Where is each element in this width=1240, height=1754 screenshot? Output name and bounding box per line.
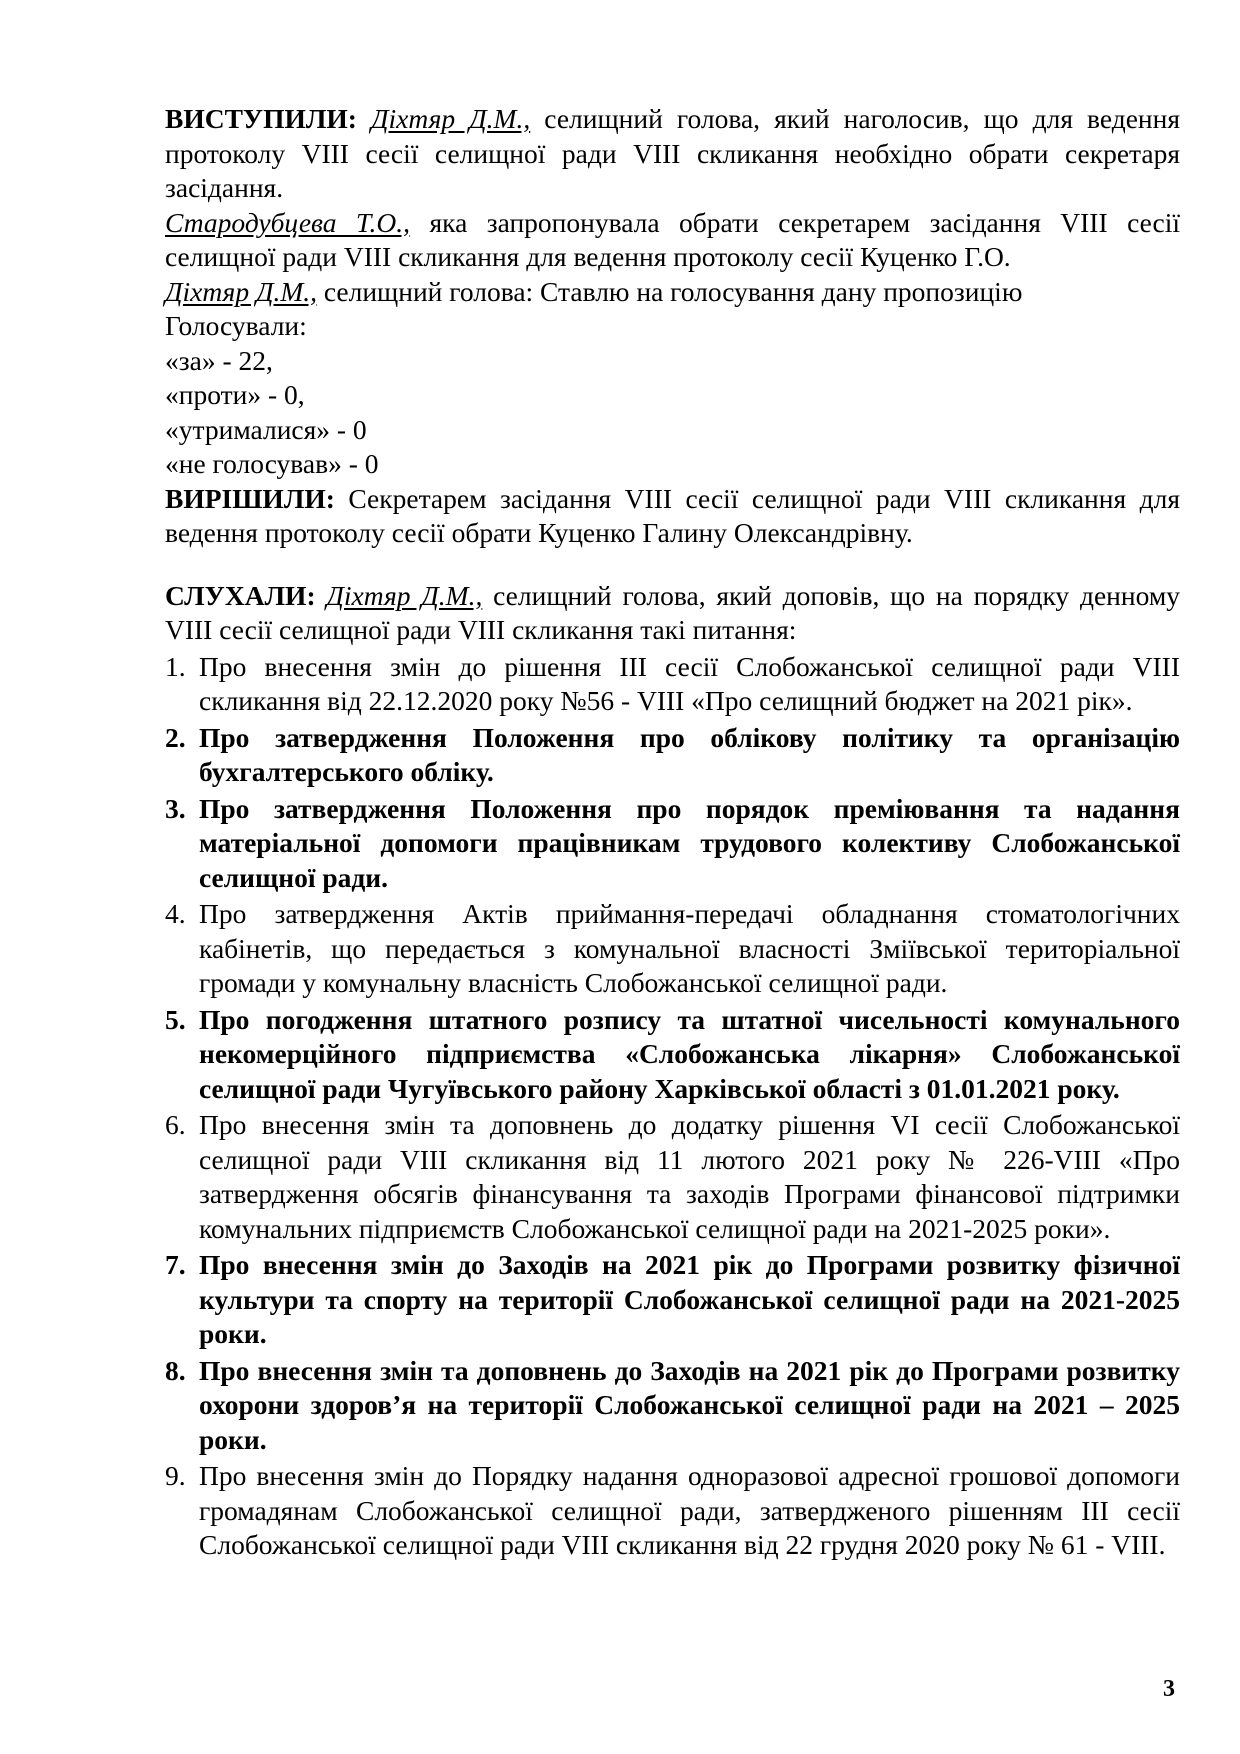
speaker-name: Діхтяр Д.М., bbox=[165, 275, 317, 307]
agenda-item-text: Про внесення змін та доповнень до додатку рішення VІ сесії Слобожанської селищної ради VIII скликання від 11 лютого 2021 року № 226-VIII «Про затвердження обсягів фінансування та заходів Програми фінансової підтримки комунальних підприємств Слобожанської селищної ради на 2021-2025 роки». bbox=[199, 1109, 1180, 1244]
heard-text: селищний голова, який доповів, що на порядку денному VIII сесії селищної ради VIII скликання такі питання: bbox=[165, 579, 1180, 645]
agenda-item-number: 7. bbox=[165, 1249, 186, 1280]
agenda-item-number: 2. bbox=[165, 721, 186, 753]
agenda-item bbox=[165, 1354, 1180, 1458]
agenda-item-text: Про внесення змін та доповнень до Заходів на 2021 рік до Програми розвитку охорони здоров’я на території Слобожанської селищної ради на 2021 – 2025 роки. bbox=[199, 1354, 1180, 1455]
agenda-item bbox=[165, 650, 1180, 719]
votes-abstained: «утрималися» - 0 bbox=[165, 413, 367, 445]
agenda-item-number: 5. bbox=[165, 1003, 186, 1035]
agenda-item-number: 8. bbox=[165, 1354, 186, 1386]
agenda-item bbox=[165, 1108, 1180, 1246]
speech-paragraph-1 bbox=[165, 102, 1180, 206]
votes-header: Голосували: bbox=[165, 310, 307, 341]
decision-paragraph bbox=[165, 482, 1180, 551]
agenda-list bbox=[165, 650, 1180, 1563]
document-page bbox=[165, 102, 1180, 1565]
agenda-item bbox=[165, 1248, 1180, 1352]
speech-paragraph-3 bbox=[165, 275, 1180, 310]
agenda-item-number: 1. bbox=[165, 650, 186, 682]
votes-for: «за» - 22, bbox=[165, 344, 273, 376]
agenda-item-text: Про погодження штатного розпису та штатної чисельності комунального некомерційного підприємства «Слобожанська лікарня» Слобожанської селищної ради Чугуївського району Харківської області з 01.01.2021 року. bbox=[199, 1003, 1180, 1104]
speaker-name: Діхтяр Д.М., bbox=[371, 103, 531, 134]
section-label-heard: СЛУХАЛИ: bbox=[165, 579, 316, 611]
heard-paragraph bbox=[165, 579, 1180, 648]
votes-not-voted: «не голосував» - 0 bbox=[165, 448, 379, 479]
votes-against: «проти» - 0, bbox=[165, 379, 305, 410]
speech-paragraph-2 bbox=[165, 206, 1180, 275]
agenda-item-number: 6. bbox=[165, 1109, 186, 1140]
speech-text: яка запропонувала обрати секретарем засідання VIII сесії селищної ради VIII скликання для ведення протоколу сесії Куценко Г.О. bbox=[165, 206, 1180, 272]
speaker-name: Стародубцева Т.О., bbox=[165, 206, 411, 238]
spacer bbox=[165, 551, 1180, 579]
agenda-item-number: 3. bbox=[165, 792, 186, 824]
agenda-item bbox=[165, 897, 1180, 1001]
page-number: 3 bbox=[1163, 1676, 1175, 1702]
agenda-item bbox=[165, 1003, 1180, 1107]
agenda-item-number: 4. bbox=[165, 898, 186, 929]
agenda-item-number: 9. bbox=[165, 1460, 186, 1491]
decision-text: Секретарем засідання VIII сесії селищної ради VIII скликання для ведення протоколу сесії обрати Куценко Галину Олександрівну. bbox=[165, 482, 1180, 548]
agenda-item bbox=[165, 792, 1180, 896]
speech-text: селищний голова, який наголосив, що для ведення протоколу VIII сесії селищної ради VIII скликання необхідно обрати секретаря засідання. bbox=[165, 103, 1180, 203]
agenda-item-text: Про внесення змін до Заходів на 2021 рік до Програми розвитку фізичної культури та спорту на території Слобожанської селищної ради на 2021-2025 роки. bbox=[199, 1249, 1180, 1349]
agenda-item-text: Про внесення змін до Порядку надання одноразової адресної грошової допомоги громадянам Слобожанської селищної ради, затвердженого рішенням ІІІ сесії Слобожанської селищної ради VIII скликання від 22 грудня 2020 року № 61 - VIII. bbox=[199, 1460, 1180, 1560]
agenda-item-text: Про затвердження Положення про порядок преміювання та надання матеріальної допомоги працівникам трудового колективу Слобожанської селищної ради. bbox=[199, 792, 1180, 893]
agenda-item bbox=[165, 1459, 1180, 1563]
section-label-spoke: ВИСТУПИЛИ: bbox=[165, 103, 357, 134]
speaker-name: Діхтяр Д.М., bbox=[326, 579, 483, 611]
agenda-item-text: Про внесення змін до рішення ІІІ сесії Слобожанської селищної ради VIII скликання від 22.12.2020 року №56 - VIII «Про селищний бюджет на 2021 рік». bbox=[199, 650, 1180, 716]
agenda-item-text: Про затвердження Положення про облікову політику та організацію бухгалтерського обліку. bbox=[199, 721, 1180, 787]
agenda-item bbox=[165, 721, 1180, 790]
section-label-decided: ВИРІШИЛИ: bbox=[165, 482, 335, 514]
speech-text: селищний голова: Ставлю на голосування дану пропозицію bbox=[316, 275, 1023, 307]
agenda-item-text: Про затвердження Актів приймання-передачі обладнання стоматологічних кабінетів, що передається з комунальної власності Зміївської територіальної громади у комунальну власність Слобожанської селищної ради. bbox=[199, 898, 1180, 998]
